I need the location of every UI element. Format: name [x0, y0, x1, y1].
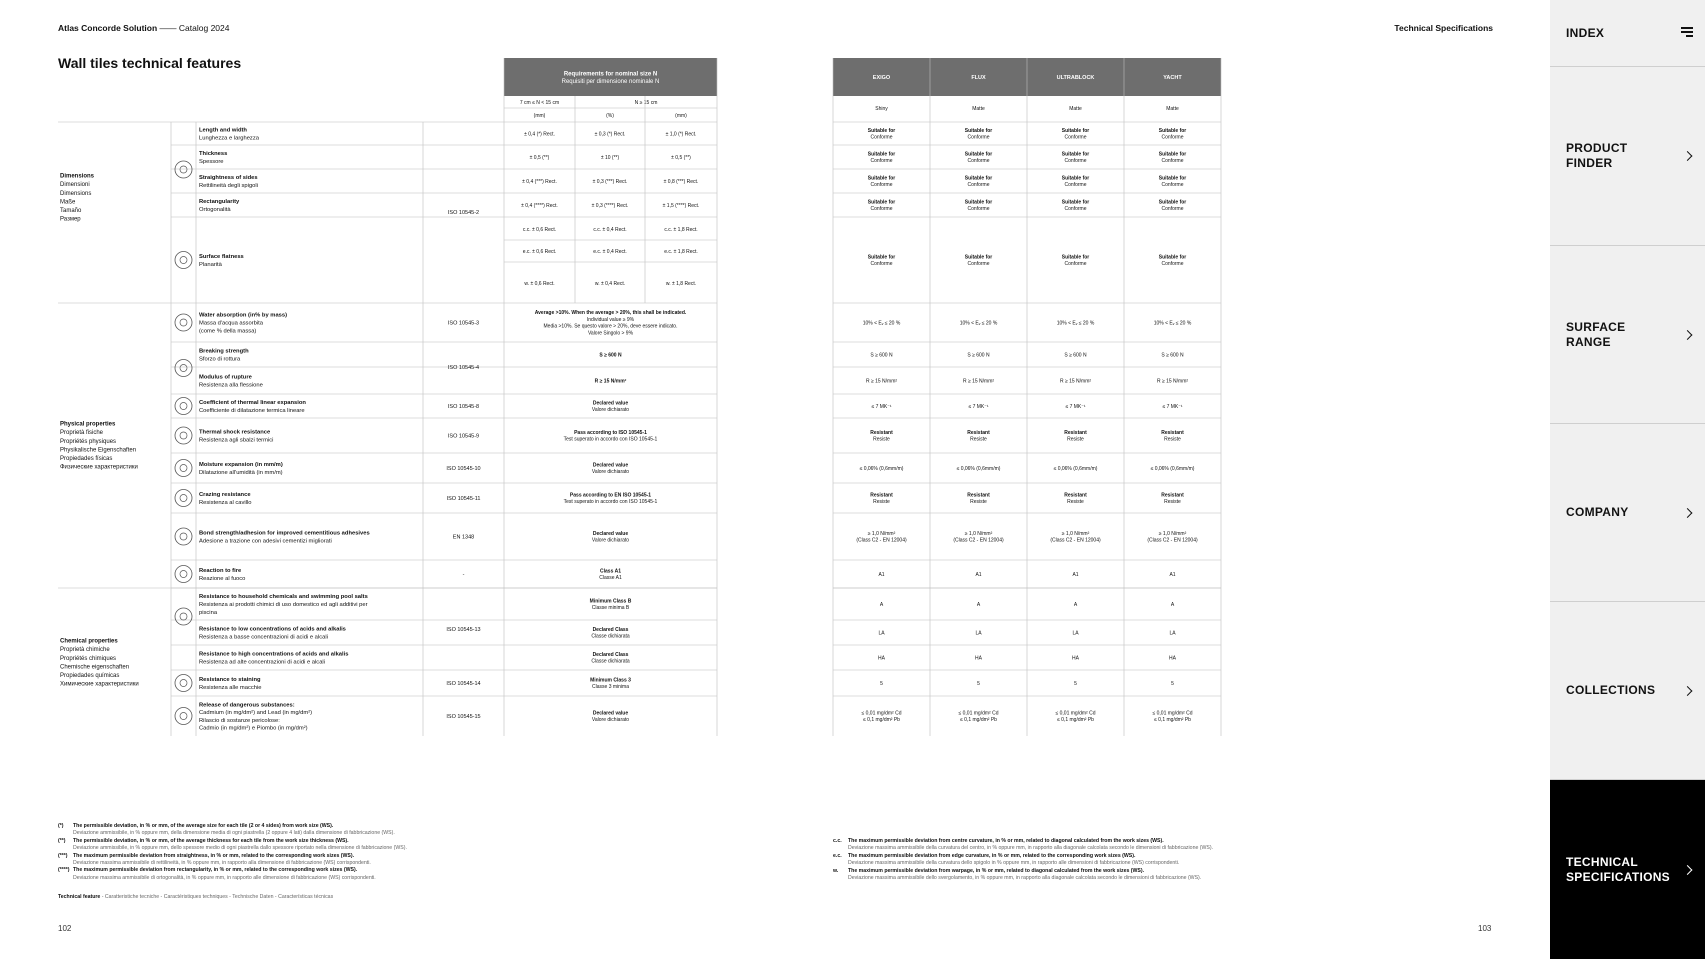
- standard-reference: ISO 10545-2: [447, 209, 480, 216]
- footnote-marker: c.c.: [833, 838, 842, 844]
- collection-value: ≤ 0,06% (0,6mm/m): [1053, 465, 1098, 472]
- chemical-icon-core: [180, 613, 187, 620]
- footnote: [833, 838, 1333, 853]
- navigation-sidebar: [1550, 0, 1705, 959]
- collection-value: 5: [1171, 680, 1174, 687]
- standard-reference: ISO 10545-11: [446, 495, 481, 502]
- group-label-phys: Physical properties Proprietà fisiche Propriétés physiques Physikalische Eigenschaften Propiedades físicas Физические характеристики: [60, 421, 138, 471]
- nav-label: COLLECTIONS: [1566, 683, 1656, 697]
- requirement-value: ± 0,4 (***) Rect.: [522, 178, 557, 185]
- collection-value: R ≥ 15 N/mm²: [962, 378, 995, 385]
- dimension-icon: [175, 161, 192, 178]
- collection-value: ≤ 0,06% (0,6mm/m): [859, 465, 904, 472]
- page-title: Wall tiles technical features: [58, 55, 242, 71]
- collection-value: Resistant Resiste: [1161, 492, 1184, 506]
- property-name: Surface flatness Planarità: [199, 254, 244, 268]
- standard-reference: ISO 10545-15: [446, 713, 481, 720]
- standard-reference: ISO 10545-3: [447, 320, 480, 327]
- collection-finish: Shiny: [875, 105, 888, 112]
- thermal-expansion-icon-ring: [175, 398, 192, 415]
- footnote-text: The maximum permissible deviation from edge curvature, in % or mm, related to the corresponding work sizes (WS). Deviazione massima ammissibile della curvatura dello spigolo in % oppure mm, in rapporto alle dimensioni di fabbricazione (WS) corrispondenti.: [848, 852, 1180, 867]
- fire-icon-ring: [175, 566, 192, 583]
- collection-value: R ≥ 15 N/mm²: [1156, 378, 1189, 385]
- requirement-value: ± 0,3 (***) Rect.: [592, 178, 628, 185]
- collection-value: HA: [975, 655, 982, 662]
- thermal-shock-icon: [175, 427, 192, 444]
- requirement-value: ± 0,5 (**): [529, 154, 550, 161]
- collection-value: Suitable for Conforme: [1158, 175, 1187, 189]
- collection-value: ≤ 0,01 mg/dm² Cd ≤ 0,1 mg/dm² Pb: [861, 710, 902, 724]
- thermal-expansion-icon-core: [180, 403, 187, 410]
- collection-value: ≥ 1,0 N/mm² (Class C2 - EN 12004): [1147, 530, 1198, 544]
- standard-reference: ISO 10545-4: [447, 364, 480, 371]
- collection-value: R ≥ 15 N/mm²: [1059, 378, 1092, 385]
- property-name: Breaking strength Sforzo di rottura: [199, 348, 249, 363]
- collection-value: Suitable for Conforme: [964, 151, 993, 165]
- collection-value: LA: [1072, 630, 1079, 637]
- property-name: Crazing resistance Resistenza al cavillo: [199, 492, 252, 506]
- collection-value: 10% < Eᵥ ≤ 20 %: [862, 320, 901, 327]
- nav-product-finder[interactable]: [1550, 67, 1705, 246]
- collection-value: S ≥ 600 N: [870, 352, 893, 359]
- collection-value: ≤ 0,06% (0,6mm/m): [956, 465, 1001, 472]
- collection-value: ≤ 7 MK⁻¹: [871, 403, 892, 410]
- property-name: Moisture expansion (in mm/m) Dilatazione all'umidità (in mm/m): [199, 462, 283, 476]
- collection-value: Suitable for Conforme: [1158, 127, 1187, 141]
- footnote-text: The permissible deviation, in % or mm, of the average size for each tile (2 or 4 sides) from work size (WS). Deviazione ammissibile, in % oppure mm, della dimensione media di ogni piastrella (2 oppure 4 lati) dalla dimensione di fabbricazione (WS).: [73, 823, 395, 837]
- collection-name: ULTRABLOCK: [1056, 74, 1095, 81]
- crazing-icon-ring: [175, 490, 192, 507]
- collection-value: Suitable for Conforme: [867, 175, 896, 189]
- chevron-right-icon: [1683, 330, 1693, 340]
- collection-value: HA: [878, 655, 885, 662]
- crazing-icon: [175, 490, 192, 507]
- collection-value: HA: [1072, 655, 1079, 662]
- collection-value: 10% < Eᵥ ≤ 20 %: [959, 320, 998, 327]
- dimension-icon-ring: [175, 161, 192, 178]
- size-range-small: 7 cm ≤ N < 15 cm: [519, 99, 560, 106]
- collection-value: Suitable for Conforme: [964, 127, 993, 141]
- requirement-value: Minimum Class 3 Classe 3 minima: [590, 677, 631, 691]
- standard-reference: ISO 10545-14: [446, 680, 481, 687]
- water-absorption-icon-core: [180, 319, 187, 326]
- collection-value: ≤ 7 MK⁻¹: [1162, 403, 1183, 410]
- property-name: Resistance to low concentrations of acids and alkalis Resistenza a basse concentrazioni di acidi e alcali: [199, 626, 346, 641]
- thermal-shock-icon-core: [180, 432, 187, 439]
- unit-mm: (mm): [675, 112, 687, 119]
- collection-value: Suitable for Conforme: [964, 175, 993, 189]
- nav-label: INDEX: [1566, 25, 1605, 40]
- footnotes-right: [833, 838, 1333, 882]
- collection-value: HA: [1169, 655, 1176, 662]
- requirement-value: S ≥ 600 N: [599, 352, 622, 359]
- collection-value: Suitable for Conforme: [1061, 199, 1090, 213]
- group-label-dim: Dimensions Dimensioni Dimensions Maße Tamaño Размер: [60, 173, 95, 223]
- footnote: [58, 823, 478, 838]
- collection-name: FLUX: [971, 74, 986, 81]
- requirement-value: ± 10 (**): [600, 154, 620, 161]
- collection-value: ≤ 0,06% (0,6mm/m): [1150, 465, 1195, 472]
- dangerous-substances-icon: [175, 708, 192, 725]
- property-name: Water absorption (in% by mass) Massa d'acqua assorbita (come % della massa): [199, 312, 288, 335]
- collection-value: LA: [975, 630, 982, 637]
- collection-value: 10% < Eᵥ ≤ 20 %: [1056, 320, 1095, 327]
- collection-value: A1: [878, 571, 885, 578]
- requirement-value: e.c. ± 0,4 Rect.: [593, 248, 627, 255]
- collection-value: 10% < Eᵥ ≤ 20 %: [1153, 320, 1192, 327]
- property-name: Modulus of rupture Resistenza alla flessione: [199, 374, 263, 389]
- collection-value: ≤ 7 MK⁻¹: [1065, 403, 1086, 410]
- collection-value: Resistant Resiste: [967, 429, 990, 443]
- unit-mm: (mm): [533, 112, 546, 119]
- standard-reference: ISO 10545-9: [447, 433, 480, 440]
- property-name: Resistance to household chemicals and swimming pool salts Resistenza ai prodotti chimici di uso domestico ed agli additivi per piscina: [199, 594, 368, 616]
- requirement-value: R ≥ 15 N/mm²: [594, 378, 627, 385]
- crazing-icon-core: [180, 495, 187, 502]
- footnotes-left: [58, 823, 478, 882]
- thermal-shock-icon-ring: [175, 427, 192, 444]
- strength-icon: [175, 360, 192, 377]
- standard-reference: ISO 10545-8: [447, 403, 480, 410]
- collection-value: 5: [1074, 680, 1077, 687]
- technical-feature-label: Technical feature: [58, 894, 101, 900]
- collection-value: ≥ 1,0 N/mm² (Class C2 - EN 12004): [856, 530, 907, 544]
- footnote-text: The maximum permissible deviation from centre curvature, in % or mm, related to diagonal calculated from the work sizes (WS). Deviazione massima ammissibile della curvatura del centro, in % oppure mm, in rapporto alla diagonale calcolata secondo le dimensioni di fabbricazione (WS).: [848, 838, 1214, 852]
- footnote: [833, 868, 1333, 883]
- requirements-header-text: Requirements for nominal size N Requisiti per dimensione nominale N: [561, 71, 660, 85]
- property-name: Coefficient of thermal linear expansion Coefficiente di dilatazione termica lineare: [199, 400, 306, 414]
- collection-value: ≤ 0,01 mg/dm² Cd ≤ 0,1 mg/dm² Pb: [958, 710, 999, 724]
- brand-name: Atlas Concorde Solution: [58, 23, 158, 33]
- requirement-value: Average >10%. When the average > 20%, this shall be indicated. Individual value ≥ 9% Media >10%. Se questo valore > 20%, deve essere indicato. Valore Singolo > 9%: [534, 310, 687, 337]
- property-name: Length and width Lunghezza e larghezza: [199, 127, 259, 142]
- nav-label: SURFACE RANGE: [1566, 319, 1626, 349]
- nav-label: TECHNICAL SPECIFICATIONS: [1566, 854, 1670, 884]
- collection-value: ≥ 1,0 N/mm² (Class C2 - EN 12004): [1050, 530, 1101, 544]
- requirement-value: Declared Class Classe dichiarata: [591, 651, 630, 665]
- requirement-value: Minimum Class B Classe minima B: [589, 598, 632, 612]
- footnote-marker: (****): [58, 867, 70, 874]
- collection-value: Suitable for Conforme: [1158, 151, 1187, 165]
- chevron-right-icon: [1683, 865, 1693, 875]
- collection-value: Resistant Resiste: [1161, 429, 1184, 443]
- property-name: Rectangularity Ortogonalità: [199, 199, 240, 213]
- nav-company[interactable]: [1550, 424, 1705, 602]
- standard-reference: EN 1348: [452, 534, 475, 541]
- collection-value: A1: [975, 571, 982, 578]
- strength-icon-core: [180, 365, 187, 372]
- collection-value: Resistant Resiste: [1064, 492, 1087, 506]
- property-name: Release of dangerous substances: Cadmium (in mg/dm²) and Lead (in mg/dm²) Rilascio di sostanze pericolose: Cadmio (in mg/dm²) e Piombo (in mg/dm²): [199, 702, 313, 732]
- collection-value: A: [1073, 601, 1078, 608]
- size-range-large: N ≥ 15 cm: [634, 99, 658, 106]
- footnote-marker: e.c.: [833, 852, 842, 859]
- chemical-icon-ring: [175, 608, 192, 625]
- property-name: Bond strength/adhesion for improved cementitious adhesives Adesione a trazione con adesivi cementizi migliorati: [199, 530, 370, 545]
- collection-name: EXIGO: [872, 74, 891, 81]
- requirement-value: w. ± 1,8 Rect.: [665, 280, 697, 287]
- technical-feature-legend: [58, 894, 333, 900]
- catalog-label: Catalog 2024: [178, 23, 230, 33]
- dimension-icon-core: [180, 166, 187, 173]
- page-number-right: 103: [1478, 924, 1492, 933]
- standard-reference: ISO 10545-10: [446, 465, 481, 472]
- collection-value: Suitable for Conforme: [867, 127, 896, 141]
- property-name: Resistance to staining Resistenza alle macchie: [199, 677, 262, 691]
- requirement-value: Declared value Valore dichiarato: [591, 530, 630, 544]
- requirement-value: e.c. ± 0,6 Rect.: [522, 248, 557, 255]
- collection-value: S ≥ 600 N: [967, 352, 990, 359]
- requirement-value: ± 0,3 (*) Rect.: [594, 131, 626, 138]
- collection-value: Resistant Resiste: [1064, 429, 1087, 443]
- page-number-left: 102: [58, 924, 72, 933]
- staining-icon: [175, 675, 192, 692]
- requirement-value: ± 0,8 (***) Rect.: [663, 178, 699, 185]
- property-name: Reaction to fire Reazione al fuoco: [199, 568, 246, 582]
- collection-value: Suitable for Conforme: [867, 151, 896, 165]
- collection-value: Suitable for Conforme: [867, 254, 896, 268]
- requirement-value: c.c. ± 1,8 Rect.: [664, 226, 698, 233]
- requirement-value: ± 0,4 (*) Rect.: [524, 131, 555, 138]
- footnote: [58, 867, 478, 882]
- footnote-marker: (***): [58, 852, 68, 859]
- flatness-icon: [175, 252, 192, 269]
- footnote-text: The permissible deviation, in % or mm, of the average thickness for each tile from the work size thickness (WS). Deviazione ammissibile, in % oppure mm, dello spessore medio di ogni piastrella dallo spessore riportato nella dimensione di fabbricazione (WS).: [73, 837, 407, 852]
- requirement-value: ± 1,5 (****) Rect.: [662, 202, 700, 209]
- moisture-icon-core: [180, 465, 187, 472]
- requirement-value: ± 1,0 (*) Rect.: [665, 131, 697, 138]
- collection-value: 5: [880, 680, 883, 687]
- collection-value: Suitable for Conforme: [1061, 151, 1090, 165]
- standard-reference: ISO 10545-13: [446, 626, 481, 633]
- technical-feature-translations: - Caratteristiche tecniche - Caractéristiques techniques - Technische Daten - Características técnicas: [100, 894, 334, 900]
- chevron-right-icon: [1683, 508, 1693, 518]
- requirement-value: e.c. ± 1,8 Rect.: [664, 248, 698, 255]
- flatness-icon-core: [180, 257, 187, 264]
- fire-icon: [175, 566, 192, 583]
- footnote: [58, 853, 478, 868]
- collection-value: Resistant Resiste: [967, 492, 990, 506]
- thermal-expansion-icon: [175, 398, 192, 415]
- staining-icon-core: [180, 680, 187, 687]
- requirement-value: Declared value Valore dichiarato: [591, 710, 630, 724]
- collection-value: Suitable for Conforme: [1158, 199, 1187, 213]
- chemical-icon: [175, 608, 192, 625]
- footnote: [58, 838, 478, 853]
- collection-value: ≤ 0,01 mg/dm² Cd ≤ 0,1 mg/dm² Pb: [1152, 710, 1193, 724]
- requirement-value: Pass according to EN ISO 10545-1 Test superato in accordo con ISO 10545-1: [563, 492, 658, 506]
- collection-value: S ≥ 600 N: [1161, 352, 1184, 359]
- adhesion-icon-core: [180, 533, 187, 540]
- property-name: Resistance to high concentrations of acids and alkalis Resistenza ad alte concentrazioni di acidi e alcali: [199, 651, 349, 666]
- dangerous-substances-icon-ring: [175, 708, 192, 725]
- collection-value: R ≥ 15 N/mm²: [865, 378, 898, 385]
- footnote-text: The maximum permissible deviation from straightness, in % or mm, related to the corresponding work sizes (WS). Deviazione massima ammissibile di rettilineità, in % oppure mm, in rapporto alla dimensione di fabbricazione (WS) corrispondenti.: [73, 852, 371, 867]
- requirement-value: Declared Class Classe dichiarata: [591, 626, 630, 640]
- collection-finish: Matte: [1166, 105, 1179, 112]
- nav-technical-specifications[interactable]: [1550, 780, 1705, 959]
- footnote-marker: (**): [58, 837, 66, 844]
- standard-reference: -: [462, 571, 465, 578]
- nav-surface-range[interactable]: [1550, 246, 1705, 424]
- requirement-value: Declared value Valore dichiarato: [591, 400, 630, 414]
- collection-value: Suitable for Conforme: [1061, 127, 1090, 141]
- staining-icon-ring: [175, 675, 192, 692]
- collection-value: ≤ 0,01 mg/dm² Cd ≤ 0,1 mg/dm² Pb: [1055, 710, 1096, 724]
- collection-value: A: [1170, 601, 1175, 608]
- requirement-value: ± 0,4 (****) Rect.: [521, 202, 558, 209]
- collection-value: Suitable for Conforme: [964, 254, 993, 268]
- collection-value: A: [879, 601, 884, 608]
- water-absorption-icon-ring: [175, 314, 192, 331]
- collection-value: Suitable for Conforme: [1061, 175, 1090, 189]
- collection-value: A1: [1169, 571, 1176, 578]
- chevron-right-icon: [1683, 151, 1693, 161]
- nav-index[interactable]: [1550, 0, 1705, 67]
- menu-icon[interactable]: [1681, 27, 1693, 36]
- nav-label: COMPANY: [1566, 505, 1629, 519]
- requirement-value: w. ± 0,4 Rect.: [594, 280, 626, 287]
- collection-value: LA: [878, 630, 885, 637]
- flatness-icon-ring: [175, 252, 192, 269]
- moisture-icon-ring: [175, 460, 192, 477]
- collection-name: YACHT: [1163, 74, 1182, 81]
- collection-finish: Matte: [972, 105, 985, 112]
- footnote-text: The maximum permissible deviation from warpage, in % or mm, related to diagonal calculated from the work sizes (WS). Deviazione massima ammissibile dello svergolamento, in % oppure mm, in rapporto alla diagonale calcolata secondo le dimensioni di fabbricazione (WS).: [848, 867, 1202, 882]
- requirement-value: Pass according to ISO 10545-1 Test superato in accordo con ISO 10545-1: [563, 429, 658, 443]
- collection-value: 5: [977, 680, 980, 687]
- collection-value: Suitable for Conforme: [964, 199, 993, 213]
- chevron-right-icon: [1683, 686, 1693, 696]
- dangerous-substances-icon-core: [180, 713, 187, 720]
- collection-value: Resistant Resiste: [870, 492, 893, 506]
- requirement-value: Declared value Valore dichiarato: [591, 462, 630, 476]
- collection-value: Resistant Resiste: [870, 429, 893, 443]
- requirement-value: c.c. ± 0,4 Rect.: [593, 226, 627, 233]
- adhesion-icon: [175, 528, 192, 545]
- collection-value: A: [976, 601, 981, 608]
- header-dash: ——: [159, 23, 179, 33]
- moisture-icon: [175, 460, 192, 477]
- nav-label: PRODUCT FINDER: [1566, 141, 1628, 170]
- collection-value: S ≥ 600 N: [1064, 352, 1087, 359]
- adhesion-icon-ring: [175, 528, 192, 545]
- footnote-marker: (*): [58, 823, 64, 829]
- collection-finish: Matte: [1069, 105, 1082, 112]
- footnote-text: The maximum permissible deviation from rectangularity, in % or mm, related to the corresponding work sizes (WS). Deviazione massima ammissibile di ortogonalità, in % oppure mm, in rapporto alle dimensione di fabbricazione (WS) corrispondenti.: [73, 867, 376, 881]
- requirement-value: Class A1 Classe A1: [599, 568, 622, 582]
- footnote: [833, 853, 1333, 868]
- water-absorption-icon: [175, 314, 192, 331]
- strength-icon-ring: [175, 360, 192, 377]
- property-name: Straightness of sides Rettilineità degli spigoli: [199, 175, 258, 189]
- unit-percent: (%): [606, 112, 614, 119]
- collection-value: Suitable for Conforme: [1158, 254, 1187, 268]
- collection-value: LA: [1169, 630, 1176, 637]
- collection-value: ≤ 7 MK⁻¹: [968, 403, 989, 410]
- collection-value: Suitable for Conforme: [867, 199, 896, 213]
- requirement-value: c.c. ± 0,6 Rect.: [522, 226, 557, 233]
- property-name: Thermal shock resistance Resistenza agli sbalzi termici: [199, 429, 274, 444]
- requirement-value: ± 0,5 (**): [671, 154, 691, 161]
- footnote-marker: w.: [833, 867, 839, 874]
- section-header: Technical Specifications: [1394, 23, 1493, 33]
- collection-value: A1: [1072, 571, 1079, 578]
- group-label-chem: Chemical properties Proprietà chimiche Propriétés chimiques Chemische eigenschaften Propiedades químicas Химические характеристики: [60, 638, 139, 688]
- nav-collections[interactable]: [1550, 602, 1705, 780]
- requirement-value: ± 0,3 (****) Rect.: [591, 202, 629, 209]
- collection-value: ≥ 1,0 N/mm² (Class C2 - EN 12004): [953, 530, 1004, 544]
- requirement-value: w. ± 0,6 Rect.: [524, 280, 555, 287]
- fire-icon-core: [180, 571, 187, 578]
- property-name: Thickness Spessore: [199, 151, 228, 165]
- collection-value: Suitable for Conforme: [1061, 254, 1090, 268]
